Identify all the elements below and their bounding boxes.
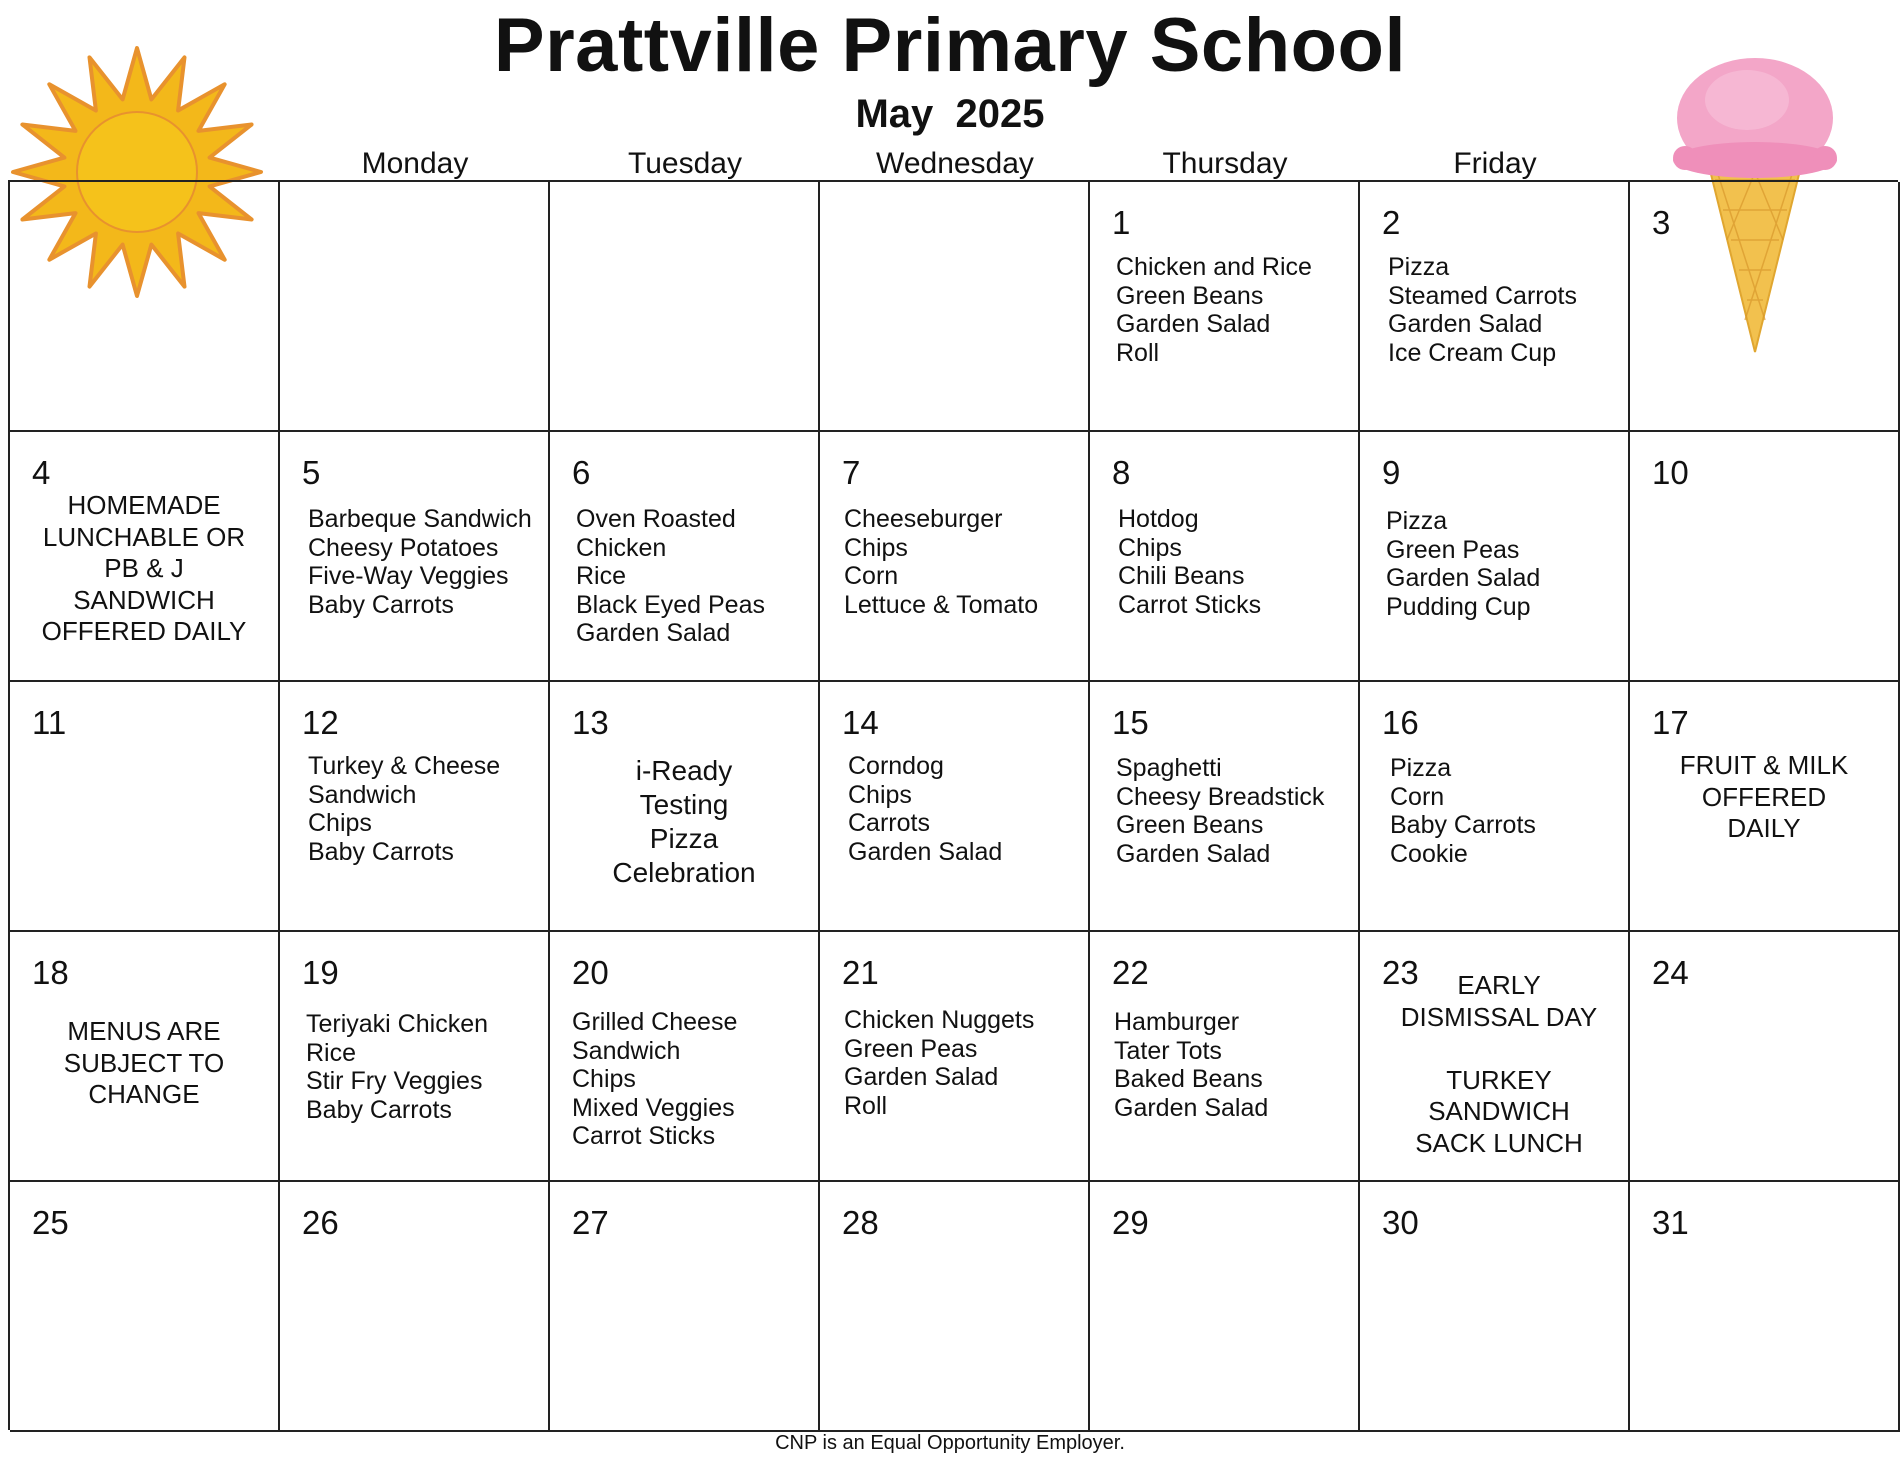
menu-item: Green Peas — [844, 1034, 978, 1063]
day-number: 26 — [302, 1204, 339, 1241]
menu-item: Cookie — [1390, 839, 1468, 868]
day-number: 6 — [572, 454, 591, 491]
day-cell-20 — [550, 932, 820, 1182]
menu-item: Chicken and Rice — [1116, 253, 1312, 281]
menu-item: Rice — [576, 562, 627, 590]
empty-day-cell — [280, 182, 550, 432]
menu-item: Roll — [844, 1091, 888, 1120]
menu-item: Ice Cream Cup — [1388, 338, 1557, 367]
menu-item: Carrot Sticks — [572, 1122, 716, 1150]
menu-list — [1118, 505, 1261, 619]
menu-list — [576, 505, 765, 648]
menu-item: Oven Roasted — [576, 505, 736, 533]
menu-item: Garden Salad — [844, 1063, 999, 1091]
month-title: May 2025 — [855, 92, 1045, 136]
menu-item: Chicken Nuggets — [844, 1006, 1035, 1034]
menu-list — [848, 752, 1002, 866]
day-cell-28 — [820, 1182, 1090, 1432]
day-number: 19 — [302, 954, 339, 991]
day-cell-26 — [280, 1182, 550, 1432]
menu-item: Spaghetti — [1116, 754, 1222, 782]
day-number: 16 — [1382, 704, 1419, 741]
menu-item: Carrot Sticks — [1118, 590, 1262, 619]
weekday-thursday: Thursday — [1162, 147, 1288, 180]
day-note: FRUIT & MILK OFFERED DAILY — [1679, 750, 1849, 843]
menu-list — [306, 1010, 488, 1124]
menu-item: Sandwich — [308, 780, 417, 809]
day-cell-31 — [1630, 1182, 1900, 1432]
menu-item: Sandwich — [572, 1036, 681, 1065]
menu-item: Cheeseburger — [844, 505, 1003, 533]
calendar-grid — [8, 180, 1898, 1430]
menu-item: Baby Carrots — [308, 837, 454, 866]
menu-item: Garden Salad — [576, 619, 731, 647]
day-cell-29 — [1090, 1182, 1360, 1432]
menu-item: Baby Carrots — [1390, 811, 1536, 839]
day-cell-1 — [1090, 182, 1360, 432]
day-cell-22 — [1090, 932, 1360, 1182]
menu-item: Black Eyed Peas — [576, 590, 765, 619]
menu-list — [844, 505, 1038, 619]
menu-item: Pizza — [1386, 507, 1448, 535]
menu-item: Chips — [848, 780, 912, 809]
day-number: 7 — [842, 454, 861, 491]
day-cell-14 — [820, 682, 1090, 932]
day-cell-7 — [820, 432, 1090, 682]
menu-list — [1390, 754, 1536, 868]
day-cell-18 — [10, 932, 280, 1182]
day-number: 20 — [572, 954, 609, 991]
menu-item: Steamed Carrots — [1388, 281, 1577, 310]
school-title: Prattville Primary School — [493, 3, 1407, 88]
menu-item: Mixed Veggies — [572, 1093, 735, 1122]
menu-item: Garden Salad — [1116, 839, 1271, 868]
menu-item: Garden Salad — [1386, 564, 1541, 592]
day-cell-19 — [280, 932, 550, 1182]
day-cell-11 — [10, 682, 280, 932]
day-cell-27 — [550, 1182, 820, 1432]
menu-item: Chips — [308, 809, 372, 837]
day-number: 24 — [1652, 954, 1689, 991]
day-number: 9 — [1382, 454, 1401, 491]
day-cell-15 — [1090, 682, 1360, 932]
menu-list — [1116, 754, 1324, 868]
day-number: 2 — [1382, 204, 1401, 241]
day-note: HOMEMADE LUNCHABLE OR PB & J SANDWICH OFFERED DAILY — [41, 490, 247, 646]
empty-day-cell — [550, 182, 820, 432]
menu-list — [844, 1006, 1034, 1120]
day-cell-8 — [1090, 432, 1360, 682]
menu-item: Garden Salad — [1116, 310, 1271, 338]
menu-item: Corndog — [848, 752, 944, 780]
menu-item: Chili Beans — [1118, 562, 1245, 590]
menu-item: Baby Carrots — [308, 590, 454, 619]
menu-list — [572, 1008, 737, 1151]
menu-item: Cheesy Potatoes — [308, 533, 499, 562]
day-number: 23 — [1382, 954, 1419, 991]
day-number: 11 — [32, 704, 67, 741]
menu-list — [1386, 507, 1540, 621]
menu-item: Garden Salad — [1388, 310, 1543, 338]
menu-item: Chips — [844, 533, 908, 562]
menu-item: Green Beans — [1116, 281, 1264, 310]
day-note: MENUS ARE SUBJECT TO CHANGE — [63, 1016, 225, 1109]
menu-item: Turkey & Cheese — [308, 752, 501, 780]
empty-day-cell — [10, 182, 280, 432]
menu-item: Pizza — [1388, 253, 1450, 281]
day-number: 25 — [32, 1204, 69, 1241]
menu-item: Hamburger — [1114, 1008, 1240, 1036]
day-note: i-Ready Testing Pizza Celebration — [612, 755, 756, 888]
menu-item: Baked Beans — [1114, 1065, 1263, 1093]
day-number: 10 — [1652, 454, 1689, 491]
menu-item: Garden Salad — [1114, 1093, 1269, 1122]
day-cell-2 — [1360, 182, 1630, 432]
menu-item: Barbeque Sandwich — [308, 505, 532, 533]
menu-list — [1116, 253, 1312, 367]
day-number: 17 — [1652, 704, 1689, 741]
day-cell-6 — [550, 432, 820, 682]
menu-item: Corn — [844, 562, 899, 590]
menu-item: Baby Carrots — [306, 1095, 452, 1124]
weekday-monday: Monday — [361, 147, 469, 180]
menu-item: Tater Tots — [1114, 1036, 1222, 1065]
menu-item: Five-Way Veggies — [308, 562, 509, 590]
day-number: 4 — [32, 454, 51, 491]
menu-item: Cheesy Breadstick — [1116, 782, 1325, 811]
menu-list — [1388, 253, 1577, 367]
menu-item: Hotdog — [1118, 505, 1199, 533]
menu-item: Corn — [1390, 782, 1445, 811]
menu-item: Carrots — [848, 809, 930, 837]
day-cell-17 — [1630, 682, 1900, 932]
day-number: 28 — [842, 1204, 879, 1241]
day-cell-25 — [10, 1182, 280, 1432]
menu-item: Rice — [306, 1038, 357, 1067]
menu-item: Stir Fry Veggies — [306, 1067, 483, 1095]
day-number: 27 — [572, 1204, 609, 1241]
day-cell-21 — [820, 932, 1090, 1182]
menu-item: Garden Salad — [848, 837, 1003, 866]
day-number: 1 — [1112, 204, 1131, 241]
menu-item: Chicken — [576, 533, 667, 562]
day-cell-12 — [280, 682, 550, 932]
weekday-tuesday: Tuesday — [628, 147, 742, 180]
day-cell-23 — [1360, 932, 1630, 1182]
day-number: 22 — [1112, 954, 1149, 991]
day-number: 3 — [1652, 204, 1671, 241]
day-number: 12 — [302, 704, 339, 741]
day-cell-16 — [1360, 682, 1630, 932]
menu-item: Roll — [1116, 338, 1160, 367]
menu-item: Green Peas — [1386, 535, 1520, 564]
menu-list — [1114, 1008, 1268, 1122]
menu-list — [308, 505, 532, 619]
menu-item: Chips — [1118, 533, 1182, 562]
day-cell-10 — [1630, 432, 1900, 682]
day-number: 15 — [1112, 704, 1149, 741]
menu-item: Chips — [572, 1065, 636, 1093]
day-number: 31 — [1652, 1204, 1689, 1241]
day-number: 18 — [32, 954, 69, 991]
day-cell-30 — [1360, 1182, 1630, 1432]
empty-day-cell — [820, 182, 1090, 432]
day-number: 13 — [572, 704, 609, 741]
day-number: 30 — [1382, 1204, 1419, 1241]
menu-item: Grilled Cheese — [572, 1008, 738, 1036]
day-number: 29 — [1112, 1204, 1149, 1241]
menu-item: Pizza — [1390, 754, 1452, 782]
menu-item: Green Beans — [1116, 811, 1264, 839]
menu-item: Pudding Cup — [1386, 592, 1531, 621]
day-cell-13 — [550, 682, 820, 932]
day-cell-5 — [280, 432, 550, 682]
footer-note: CNP is an Equal Opportunity Employer. — [775, 1432, 1125, 1454]
day-number: 14 — [842, 704, 879, 741]
day-number: 8 — [1112, 454, 1131, 491]
day-number: 5 — [302, 454, 321, 491]
day-note: EARLY DISMISSAL DAY TURKEY SANDWICH SACK LUNCH — [1400, 970, 1598, 1158]
menu-item: Lettuce & Tomato — [844, 590, 1039, 619]
weekday-friday: Friday — [1453, 147, 1537, 180]
day-cell-24 — [1630, 932, 1900, 1182]
day-cell-9 — [1360, 432, 1630, 682]
day-number: 21 — [842, 954, 879, 991]
day-cell-4 — [10, 432, 280, 682]
menu-list — [308, 752, 500, 866]
weekday-wednesday: Wednesday — [876, 147, 1034, 180]
day-cell-3 — [1630, 182, 1900, 432]
menu-item: Teriyaki Chicken — [306, 1010, 489, 1038]
